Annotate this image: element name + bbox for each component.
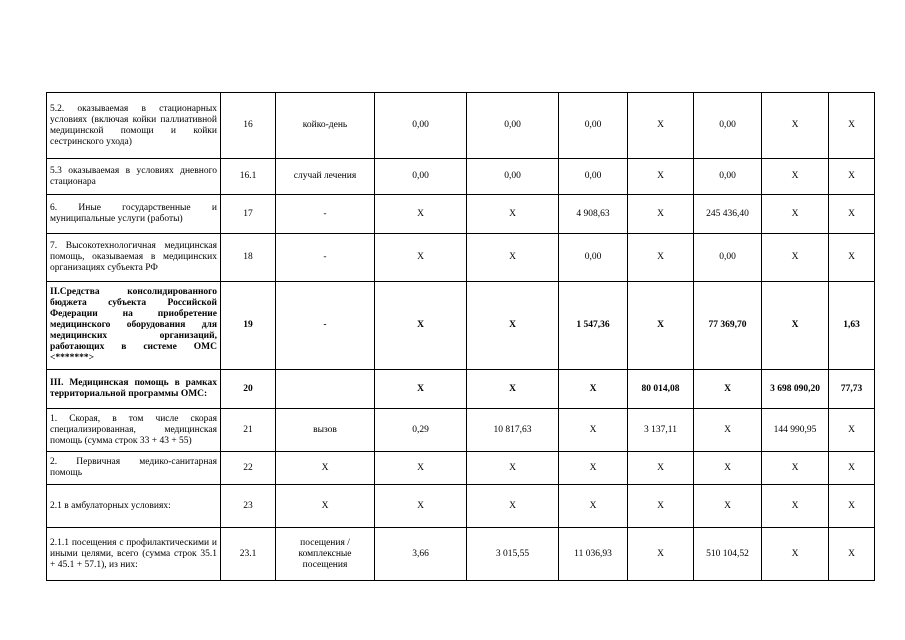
unit-of-measure: - [276,282,375,370]
row-name: II.Средства консолидированного бюджета субъекта Российской Федерации на приобретение медицинского оборудования для медицинских организаций, работающих в системе ОМС <*******> [47,282,221,370]
col-1-value: 3,66 [375,528,467,581]
col-4-value: X [628,159,694,195]
unit-of-measure: вызов [276,409,375,452]
col-6-value: X [762,452,829,485]
row-number: 20 [221,370,276,409]
col-2-value: X [467,452,559,485]
row-name: 5.2. оказываемая в стационарных условиях (включая койки паллиативной медицинской помощи и койки сестринского ухода) [47,93,221,159]
col-7-value: X [829,93,875,159]
col-1-value: 0,00 [375,159,467,195]
row-number: 22 [221,452,276,485]
col-7-value: X [829,409,875,452]
unit-of-measure: X [276,452,375,485]
table-row [47,195,875,234]
table-row [47,485,875,528]
row-name: 6. Иные государственные и муниципальные услуги (работы) [47,195,221,234]
col-2-value: 0,00 [467,159,559,195]
col-2-value: X [467,195,559,234]
col-1-value: X [375,195,467,234]
col-2-value: X [467,485,559,528]
col-7-value: X [829,159,875,195]
row-name: III. Медицинская помощь в рамках территориальной программы ОМС: [47,370,221,409]
col-4-value: 3 137,11 [628,409,694,452]
table-row [47,370,875,409]
col-2-value: X [467,370,559,409]
col-5-value: X [694,409,762,452]
col-3-value: 4 908,63 [559,195,628,234]
row-number: 21 [221,409,276,452]
col-4-value: X [628,234,694,282]
col-7-value: X [829,452,875,485]
col-5-value: 510 104,52 [694,528,762,581]
col-1-value: X [375,282,467,370]
col-1-value: 0,29 [375,409,467,452]
col-5-value: 0,00 [694,234,762,282]
col-7-value: X [829,485,875,528]
row-number: 17 [221,195,276,234]
col-5-value: X [694,370,762,409]
col-5-value: 0,00 [694,159,762,195]
row-number: 23 [221,485,276,528]
col-3-value: 0,00 [559,159,628,195]
unit-of-measure [276,370,375,409]
col-6-value: 3 698 090,20 [762,370,829,409]
unit-of-measure: X [276,485,375,528]
row-number: 16 [221,93,276,159]
col-6-value: X [762,485,829,528]
table-row [47,528,875,581]
col-4-value: X [628,93,694,159]
col-2-value: X [467,234,559,282]
col-1-value: X [375,452,467,485]
unit-of-measure: - [276,234,375,282]
col-1-value: 0,00 [375,93,467,159]
unit-of-measure: случай лечения [276,159,375,195]
row-number: 18 [221,234,276,282]
col-7-value: X [829,234,875,282]
col-2-value: 10 817,63 [467,409,559,452]
col-3-value: 1 547,36 [559,282,628,370]
col-3-value: 11 036,93 [559,528,628,581]
col-3-value: X [559,485,628,528]
table-row [47,93,875,159]
col-3-value: X [559,452,628,485]
row-name: 5.3 оказываемая в условиях дневного стационара [47,159,221,195]
col-6-value: 144 990,95 [762,409,829,452]
table-row [47,452,875,485]
col-3-value: 0,00 [559,234,628,282]
col-5-value: X [694,452,762,485]
col-1-value: X [375,370,467,409]
col-2-value: X [467,282,559,370]
row-name: 7. Высокотехнологичная медицинская помощь, оказываемая в медицинских организациях субъекта РФ [47,234,221,282]
col-4-value: 80 014,08 [628,370,694,409]
col-1-value: X [375,485,467,528]
col-3-value: 0,00 [559,93,628,159]
col-6-value: X [762,195,829,234]
col-3-value: X [559,370,628,409]
table-row [47,234,875,282]
col-4-value: X [628,452,694,485]
unit-of-measure: посещения / комплексные посещения [276,528,375,581]
col-6-value: X [762,93,829,159]
col-4-value: X [628,195,694,234]
col-5-value: X [694,485,762,528]
col-5-value: 77 369,70 [694,282,762,370]
table-row [47,282,875,370]
row-name: 2. Первичная медико-санитарная помощь [47,452,221,485]
col-7-value: X [829,528,875,581]
row-number: 19 [221,282,276,370]
col-4-value: X [628,528,694,581]
row-number: 23.1 [221,528,276,581]
col-6-value: X [762,159,829,195]
col-1-value: X [375,234,467,282]
table-row [47,409,875,452]
col-6-value: X [762,282,829,370]
col-2-value: 0,00 [467,93,559,159]
table-row [47,159,875,195]
unit-of-measure: койко-день [276,93,375,159]
col-5-value: 0,00 [694,93,762,159]
col-4-value: X [628,485,694,528]
col-3-value: X [559,409,628,452]
col-7-value: X [829,195,875,234]
row-name: 2.1.1 посещения с профилактическими и иными целями, всего (сумма строк 35.1 + 45.1 + 57.1), из них: [47,528,221,581]
col-4-value: X [628,282,694,370]
col-7-value: 1,63 [829,282,875,370]
row-name: 2.1 в амбулаторных условиях: [47,485,221,528]
col-6-value: X [762,234,829,282]
row-name: 1. Скорая, в том числе скорая специализированная, медицинская помощь (сумма строк 33 + 43 + 55) [47,409,221,452]
unit-of-measure: - [276,195,375,234]
col-6-value: X [762,528,829,581]
col-5-value: 245 436,40 [694,195,762,234]
col-2-value: 3 015,55 [467,528,559,581]
row-number: 16.1 [221,159,276,195]
budget-table [46,92,875,581]
col-7-value: 77,73 [829,370,875,409]
